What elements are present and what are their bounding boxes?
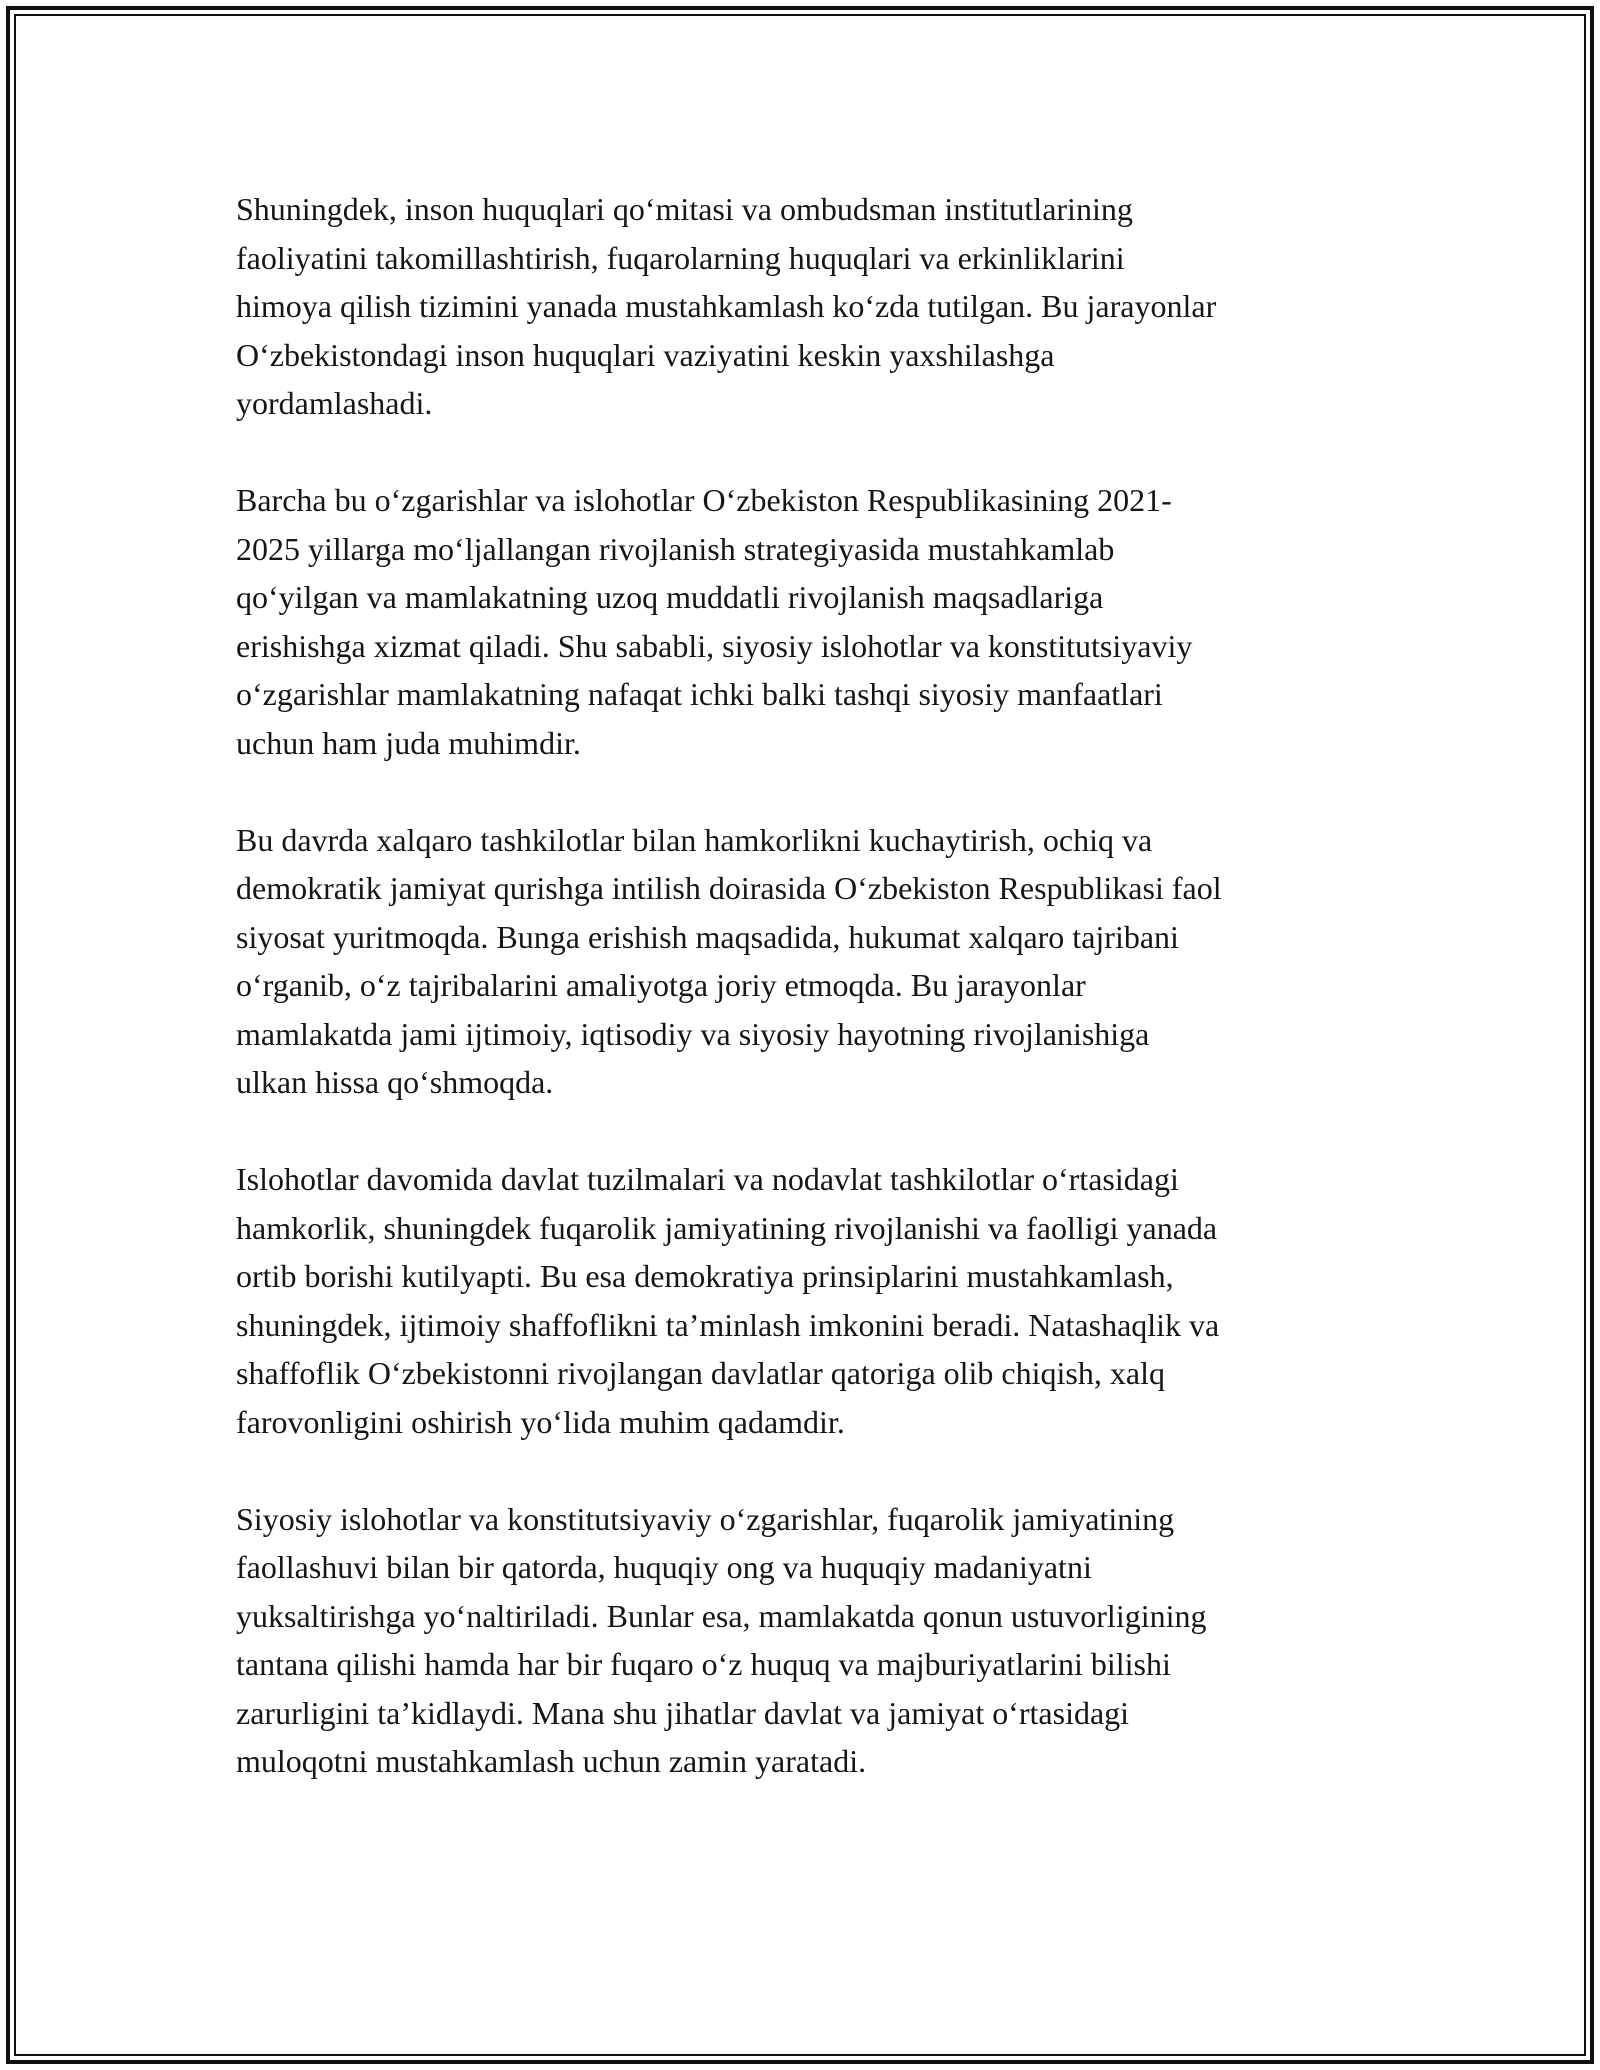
document-body (236, 185, 1376, 1834)
paragraph-international-cooperation: Bu davrda xalqaro tashkilotlar bilan hamkorlikni kuchaytirish, ochiq va demokratik jamiyat qurishga intilish doirasida O‘zbekiston Respublikasi faol siyosat yuritmoqda. Bunga erishish maqsadida, hukumat xalqaro tajribani o‘rganib, o‘z tajribalarini amaliyotga joriy etmoqda. Bu jarayonlar mamlakatda jami ijtimoiy, iqtisodiy va siyosiy hayotning rivojlanishiga ulkan hissa qo‘shmoqda. (236, 821, 1222, 1100)
paragraph-civil-society: Islohotlar davomida davlat tuzilmalari va nodavlat tashkilotlar o‘rtasidagi hamkorlik, shuningdek fuqarolik jamiyatining rivojlanishi va faolligi yanada ortib borishi kutilyapti. Bu esa demokratiya prinsiplarini mustahkamlash, shuningdek, ijtimoiy shaffoflikni ta’minlash imkonini beradi. Natashaqlik va shaffoflik O‘zbekistonni rivojlangan davlatlar qatoriga olib chiqish, xalq farovonligini oshirish yo‘lida muhim qadamdir. (236, 1161, 1220, 1440)
paragraph-legal-culture: Siyosiy islohotlar va konstitutsiyaviy o‘zgarishlar, fuqarolik jamiyatining faollashuvi bilan bir qatorda, huquqiy ong va huquqiy madaniyatni yuksaltirishga yo‘naltiriladi. Bunlar esa, mamlakatda qonun ustuvorligining tantana qilishi hamda har bir fuqaro o‘z huquq va majburiyatlarini bilishi zarurligini ta’kidlaydi. Mana shu jihatlar davlat va jamiyat o‘rtasidagi muloqotni mustahkamlash uchun zamin yaratadi. (236, 1500, 1207, 1779)
paragraph-development-strategy: Barcha bu o‘zgarishlar va islohotlar O‘zbekiston Respublikasining 2021- 2025 yillarga mo‘ljallangan rivojlanish strategiyasida mustahkamlab qo‘yilgan va mamlakatning uzoq muddatli rivojlanish maqsadlariga erishishga xizmat qiladi. Shu sababli, siyosiy islohotlar va konstitutsiyaviy o‘zgarishlar mamlakatning nafaqat ichki balki tashqi siyosiy manfaatlari uchun ham juda muhimdir. (236, 482, 1193, 761)
paragraph-human-rights-institutions: Shuningdek, inson huquqlari qo‘mitasi va ombudsman institutlarining faoliyatini takomillashtirish, fuqarolarning huquqlari va erkinliklarini himoya qilish tizimini yanada mustahkamlash ko‘zda tutilgan. Bu jarayonlar O‘zbekistondagi inson huquqlari vaziyatini keskin yaxshilashga yordamlashadi. (236, 191, 1217, 421)
